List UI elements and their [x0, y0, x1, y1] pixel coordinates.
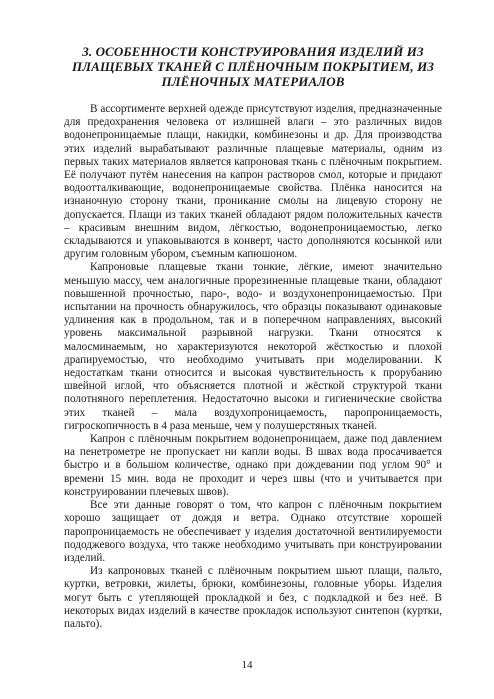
paragraph-5: Из капроновых тканей с плёночным покрытием шьют плащи, пальто, куртки, ветровки, жилеты, брюки, комбинезоны, головные уборы. Изделия могут быть с утепляющей прокладкой и без, с подкладкой и без неё. В некоторых видах изделий в качестве прокладок используют синтепон (куртки, пальто). [64, 565, 442, 630]
paragraph-3: Капрон с плёночным покрытием водонепроницаем, даже под давлением на пенетрометре не пропускает ни капли воды. В швах вода просачивается быстро и в большом количестве, однако при дождевании под углом 90° и времени 15 мин. вода не проходит и через швы (что и учитывается при конструировании плечевых швов). [64, 433, 442, 498]
paragraph-4: Все эти данные говорят о том, что капрон с плёночным покрытием хорошо защищает от дождя и ветра. Однако отсутствие хорошей паропроницаемость не обеспечивает у изделия достаточной вентилируемости пододжевого воздуха, что также необходимо учитывать при конструировании изделий. [64, 499, 442, 564]
page-number: 14 [241, 659, 253, 671]
paragraph-1: В ассортименте верхней одежде присутствуют изделия, предназначенные для предохранения человека от излишней влаги – это различных видов водонепроницаемые плащи, накидки, комбинезоны и др. Для производства этих изделий вырабатывают различные плащевые материалы, одним из первых таких материалов является капроновая ткань с плёночным покрытием. Её получают путём нанесения на капрон растворов смол, которые и придают водоотталкивающие, водонепроницаемые свойства. Плёнка наносится на изнаночную сторону ткани, проникание смолы на лицевую сторону не допускается. Плащи из таких тканей обладают рядом положительных качеств – красивым внешним видом, лёгкостью, водонепроницаемостью, легко складываются и упаковываются в конверт, часто дополняются косынкой или другим головным убором, съемным капюшоном. [64, 103, 442, 261]
section-heading [64, 44, 442, 89]
heading-line-2: ПЛАЩЕВЫХ ТКАНЕЙ С ПЛЁНОЧНЫМ ПОКРЫТИЕМ, ИЗ [71, 59, 435, 74]
heading-line-1: 3. ОСОБЕННОСТИ КОНСТРУИРОВАНИЯ ИЗДЕЛИЙ ИЗ [82, 44, 424, 59]
paragraph-2: Капроновые плащевые ткани тонкие, лёгкие, имеют значительно меньшую массу, чем аналогичные прорезиненные плащевые ткани, обладают повышенной прочностью, паро-, водо- и воздухонепроницаемостью. При испытании на прочность обнаружилось, что образцы показывают одинаковые удлинения как в продольном, так и в поперечном направлениях, высокий уровень максимальной разрывной нагрузки. Ткани относятся к малосминаемым, но характеризуются некоторой жёсткостью и плохой драпируемостью, что необходимо учитывать при моделировании. К недостаткам ткани относится и высокая чувствительность к прорубанию швейной иглой, что объясняется плотной и жёсткой структурой ткани полотняного переплетения. Недостаточно высоки и гигиенические свойства этих тканей – мала воздухопроницаемость, паропроницаемость, гигроскопичность в 4 раза меньше, чем у полушерстяных тканей. [64, 261, 442, 432]
heading-line-3: ПЛЁНОЧНЫХ МАТЕРИАЛОВ [161, 74, 345, 89]
